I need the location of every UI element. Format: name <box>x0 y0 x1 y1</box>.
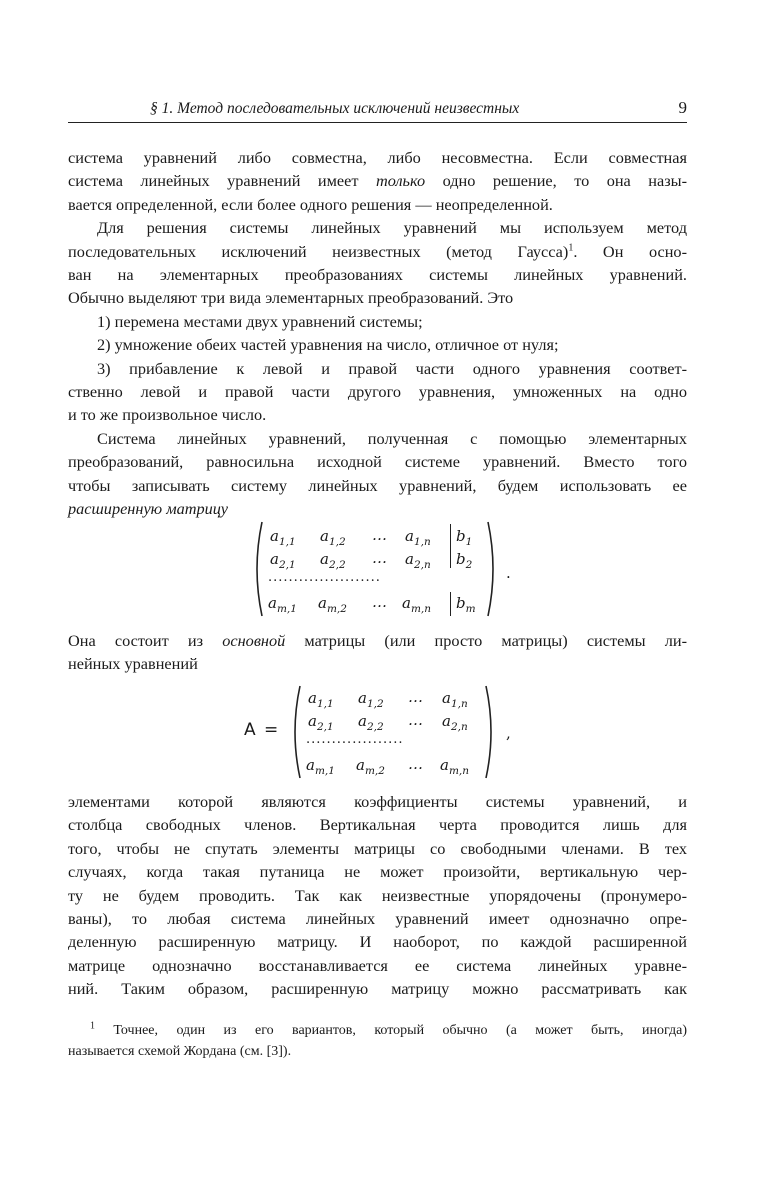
matrix-ellipsis: … <box>372 526 387 544</box>
text-line: ту не будем проводить. Так как неизвестные упорядочены (пронумеро- <box>68 885 687 905</box>
text-line: ственно левой и правой части другого уравнения, умноженных на одно <box>68 382 687 402</box>
text-line: ваны), то любая система линейных уравнений имеет однозначно опре- <box>68 909 687 929</box>
matrix-entry: $a_{2,1}$ <box>308 712 334 733</box>
text-line: того, чтобы не спутать элементы матрицы со свободными членами. В тех <box>68 838 687 858</box>
matrix-entry: $a_{2,n}$ <box>405 550 431 571</box>
text-line: Для решения системы линейных уравнений мы используем метод <box>97 218 687 238</box>
matrix-entry: $b_2$ <box>456 550 473 571</box>
emphasis: только <box>375 171 426 191</box>
matrix-entry: $a_{1,2}$ <box>320 527 346 548</box>
text-line: система уравнений либо совместна, либо несовместна. Если совместная <box>68 148 687 167</box>
right-paren <box>484 684 498 780</box>
text-line: столбца свободных членов. Вертикальная черта проводится лишь для <box>68 815 687 835</box>
left-paren <box>288 684 302 780</box>
matrix-entry: $a_{m,n}$ <box>402 594 432 615</box>
text-line <box>68 497 687 520</box>
text-line: матрице однозначно восстанавливается ее система линейных уравне- <box>68 955 687 975</box>
equals-sign: = <box>264 720 279 740</box>
text-line: нейных уравнений <box>68 654 198 674</box>
text-line: и то же произвольное число. <box>68 405 267 425</box>
header-title: § 1. Метод последовательных исключений неизвестных <box>150 100 520 117</box>
trailing-period: . <box>506 564 511 582</box>
matrix-ellipsis: … <box>408 755 423 773</box>
matrix-entry: $a_{1,1}$ <box>270 527 296 548</box>
text-line: система линейных уравнений имеет только одно решение, то она назы- <box>68 171 687 191</box>
matrix-entry: $a_{1,n}$ <box>405 527 431 548</box>
text-line: Система линейных уравнений, полученная с помощью элементарных <box>97 428 687 448</box>
paragraph-2 <box>68 216 687 310</box>
text-line: деленную расширенную матрицу. И наоборот, по каждой расширенной <box>68 932 687 952</box>
augmented-matrix <box>250 520 520 618</box>
text-line: чтобы записывать систему линейных уравнений, будем использовать ее <box>68 475 687 495</box>
paragraph-4 <box>68 629 687 676</box>
matrix-ellipsis: … <box>372 593 387 611</box>
emphasis: расширенную матрицу <box>68 499 228 519</box>
matrix-entry: $a_{1,n}$ <box>442 689 468 710</box>
text-line: элементами которой являются коэффициенты системы уравнений, и <box>68 792 687 811</box>
matrix-entry: $a_{m,n}$ <box>440 756 470 777</box>
list-item: 2) умножение обеих частей уравнения на число, отличное от нуля; <box>97 335 559 355</box>
matrix-entry: $b_1$ <box>456 527 473 548</box>
coefficient-matrix <box>238 684 528 780</box>
matrix-entry: $a_{2,n}$ <box>442 712 468 733</box>
paragraph-5 <box>68 790 687 1001</box>
paragraph-3 <box>68 427 687 521</box>
matrix-entry: $a_{m,1}$ <box>306 756 335 777</box>
matrix-dots-row: ...................... <box>268 570 381 585</box>
text-line: преобразований, равносильна исходной системе уравнений. Вместо того <box>68 452 687 472</box>
matrix-ellipsis: … <box>408 711 423 729</box>
matrix-entry: $a_{m,2}$ <box>356 756 385 777</box>
text-line: случаях, когда такая путаница не может произойти, вертикальную чер- <box>68 862 687 882</box>
text-line: вается определенной, если более одного решения — неопределенной. <box>68 194 553 214</box>
footnote-line: называется схемой Жордана (см. [3]). <box>68 1044 292 1059</box>
running-header <box>68 96 687 123</box>
text-line: последовательных исключений неизвестных (метод Гаусса)$^1$. Он осно- <box>68 241 687 261</box>
right-paren <box>486 520 500 618</box>
footnote-mark: 1 <box>90 1020 95 1032</box>
footnote <box>68 1020 687 1062</box>
augment-bar-top <box>450 524 451 568</box>
matrix-ellipsis: … <box>408 688 423 706</box>
text-line: Обычно выделяют три вида элементарных преобразований. Это <box>68 288 514 308</box>
matrix-entry: $a_{2,1}$ <box>270 550 296 571</box>
text-line: Она состоит из основной матрицы (или просто матрицы) системы ли- <box>68 631 687 650</box>
matrix-entry: $a_{1,1}$ <box>308 689 334 710</box>
matrix-dots-row: ................... <box>306 732 404 747</box>
footnote-ref[interactable]: 1 <box>568 242 574 254</box>
text-line: ний. Таким образом, расширенную матрицу можно рассматривать как <box>68 979 687 999</box>
trailing-comma: , <box>506 724 511 742</box>
augment-bar-bottom <box>450 592 451 616</box>
matrix-entry: $a_{1,2}$ <box>358 689 384 710</box>
list-item: 1) перемена местами двух уравнений системы; <box>97 311 423 331</box>
paragraph-1 <box>68 146 687 216</box>
matrix-entry: $a_{2,2}$ <box>320 550 346 571</box>
matrix-entry: $a_{2,2}$ <box>358 712 384 733</box>
footnote-line: $^1$ Точнее, один из его вариантов, который обычно (а может быть, иногда) <box>90 1020 687 1038</box>
body-text-top <box>68 146 687 521</box>
list-item: 3) прибавление к левой и правой части одного уравнения соответ- <box>97 358 687 378</box>
text-line: ван на элементарных преобразованиях системы линейных уравнений. <box>68 265 687 285</box>
matrix-entry: $a_{m,1}$ <box>268 594 297 615</box>
matrix-entry: $b_m$ <box>456 594 476 615</box>
emphasis: основной <box>222 631 286 650</box>
transformations-list <box>68 310 687 427</box>
left-paren <box>250 520 264 618</box>
matrix-label: A <box>244 720 256 740</box>
matrix-ellipsis: … <box>372 549 387 567</box>
matrix-entry: $a_{m,2}$ <box>318 594 347 615</box>
page-number: 9 <box>678 98 687 117</box>
